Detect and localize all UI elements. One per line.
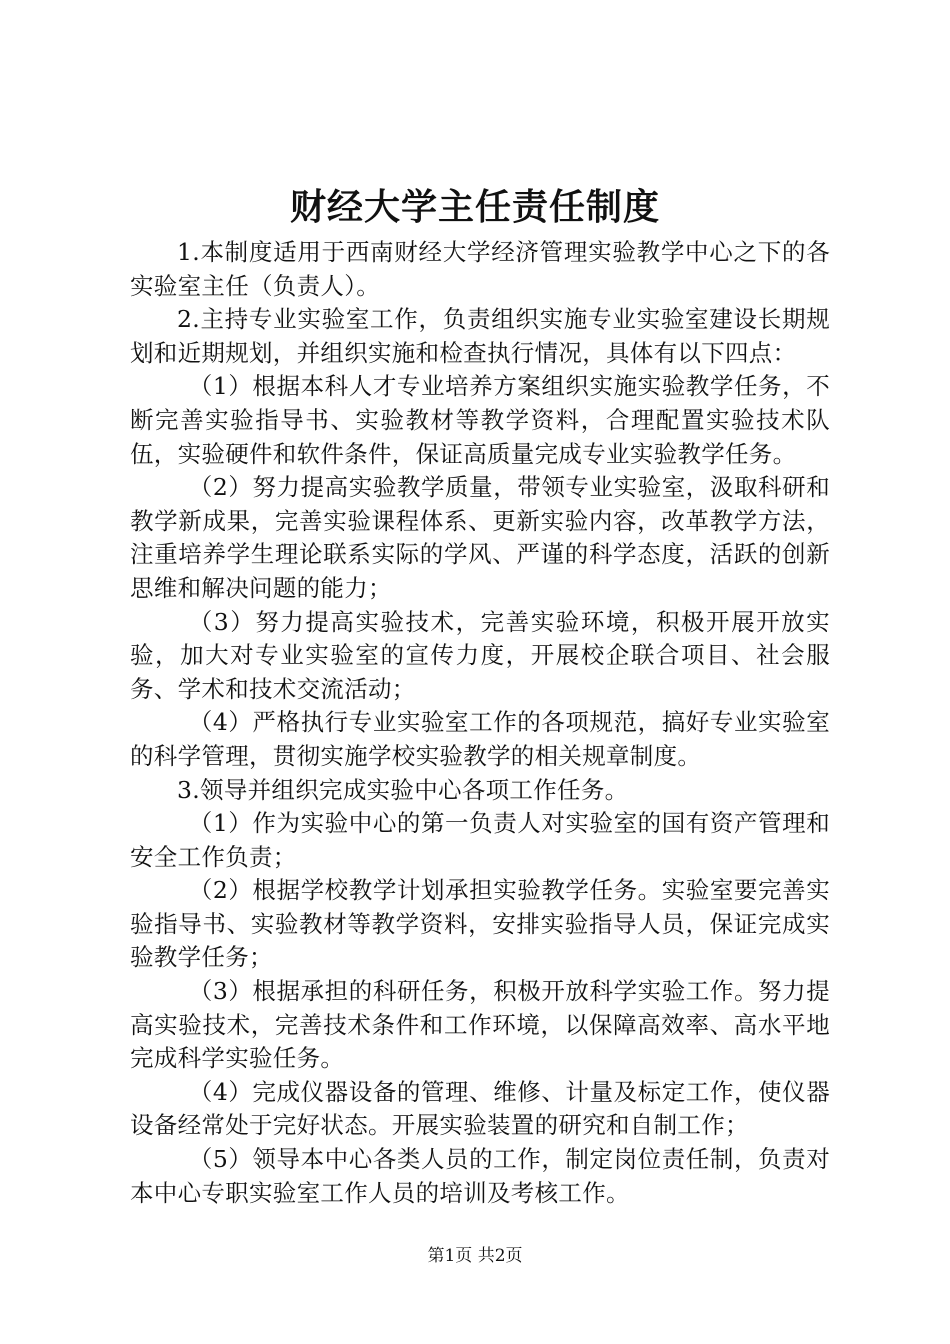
paragraph-2-item-4: （4）严格执行专业实验室工作的各项规范，搞好专业实验室的科学管理，贯彻实施学校实验教学的相关规章制度。 (130, 708, 830, 770)
paragraph-2-item-3: （3）努力提高实验技术，完善实验环境，积极开展开放实验，加大对专业实验室的宣传力度，开展校企联合项目、社会服务、学术和技术交流活动； (130, 607, 830, 703)
page-footer: 第1页 共2页 (427, 1246, 523, 1266)
paragraph-2-item-1: （1）根据本科人才专业培养方案组织实施实验教学任务，不断完善实验指导书、实验教材等教学资料，合理配置实验技术队伍，实验硬件和软件条件，保证高质量完成专业实验教学任务。 (130, 372, 830, 468)
document-body (130, 236, 830, 1210)
document-title: 财经大学主任责任制度 (289, 186, 660, 228)
paragraph-3-item-5: （5）领导本中心各类人员的工作，制定岗位责任制，负责对本中心专职实验室工作人员的培训及考核工作。 (130, 1145, 830, 1207)
paragraph-1: 1.本制度适用于西南财经大学经济管理实验教学中心之下的各实验室主任（负责人）。 (130, 238, 830, 300)
paragraph-3-item-3: （3）根据承担的科研任务，积极开放科学实验工作。努力提高实验技术，完善技术条件和工作环境，以保障高效率、高水平地完成科学实验任务。 (130, 977, 830, 1073)
paragraph-2: 2.主持专业实验室工作，负责组织实施专业实验室建设长期规划和近期规划，并组织实施和检查执行情况，具体有以下四点： (130, 305, 830, 367)
paragraph-3-item-1: （1）作为实验中心的第一负责人对实验室的国有资产管理和安全工作负责； (130, 809, 830, 871)
paragraph-2-item-2: （2）努力提高实验教学质量，带领专业实验室，汲取科研和教学新成果，完善实验课程体系、更新实验内容，改革教学方法，注重培养学生理论联系实际的学风、严谨的科学态度，活跃的创新思维和解决问题的能力； (130, 473, 830, 602)
paragraph-3-item-4: （4）完成仪器设备的管理、维修、计量及标定工作，使仪器设备经常处于完好状态。开展实验装置的研究和自制工作； (130, 1077, 830, 1140)
paragraph-3-item-2: （2）根据学校教学计划承担实验教学任务。实验室要完善实验指导书、实验教材等教学资料，安排实验指导人员，保证完成实验教学任务； (130, 876, 830, 972)
paragraph-3: 3.领导并组织完成实验中心各项工作任务。 (177, 775, 629, 804)
